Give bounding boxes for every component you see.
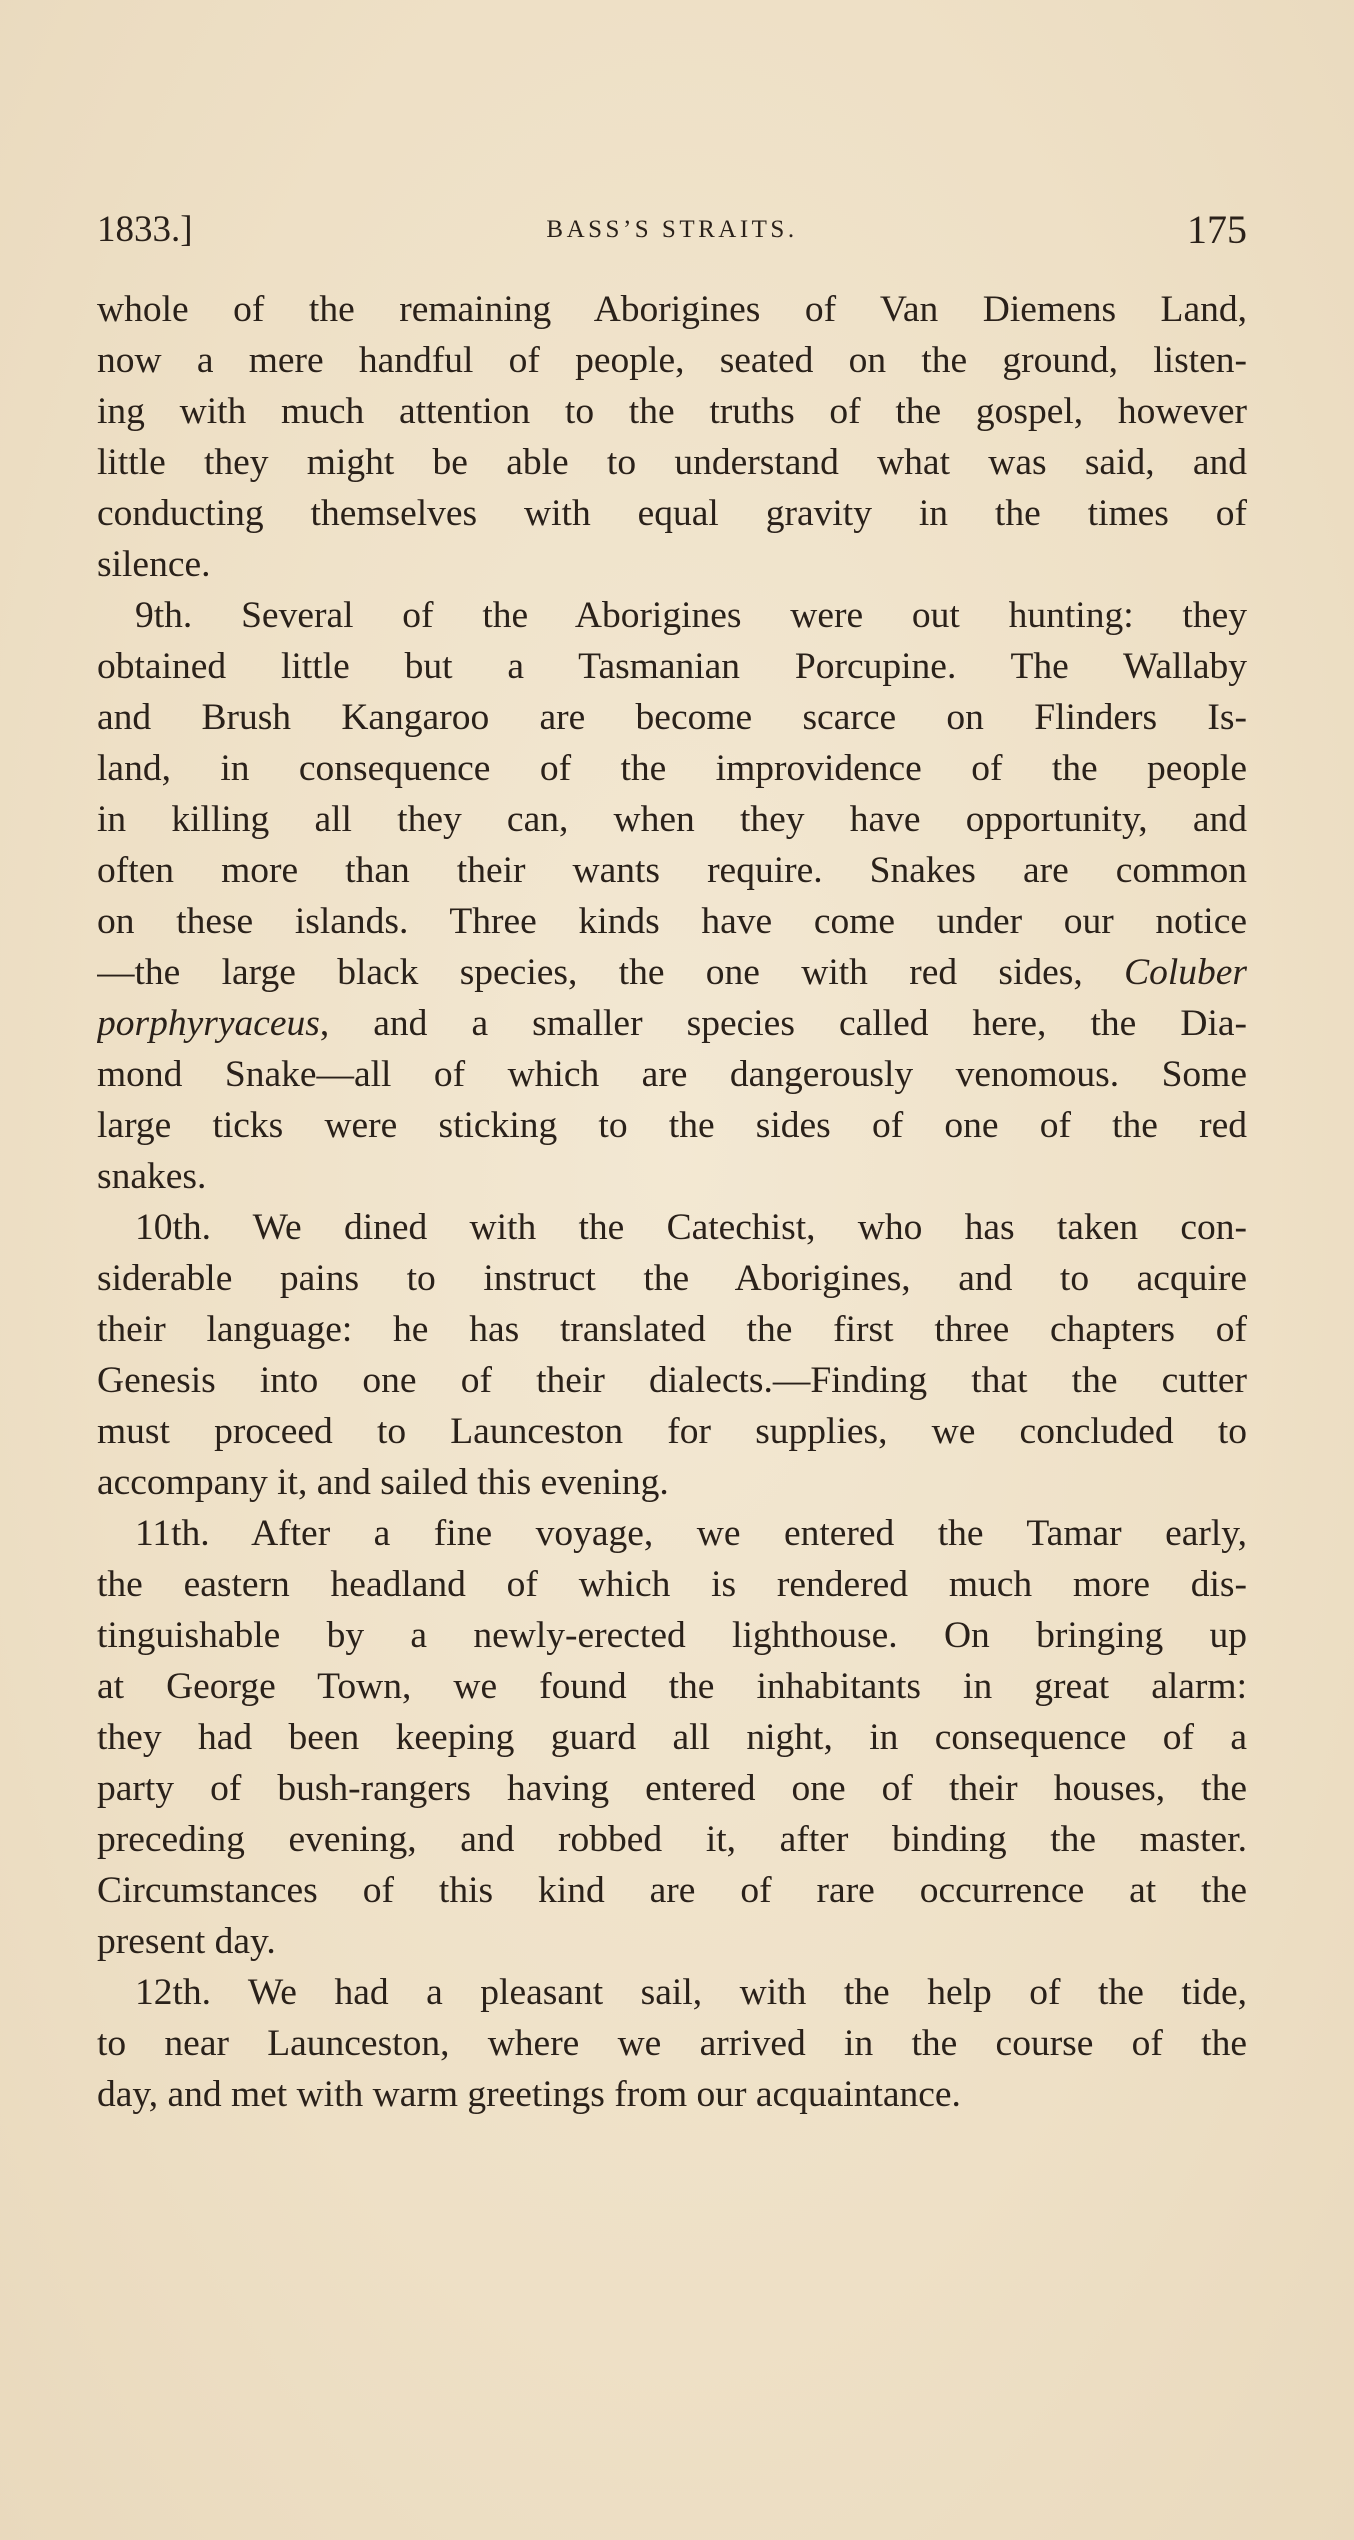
text-segment: conducting themselves with equal gravity in the times of — [97, 493, 1247, 534]
text-line — [97, 1661, 1247, 1712]
text-segment: Circumstances of this kind are of rare occurrence at the — [97, 1870, 1247, 1911]
text-line — [97, 386, 1247, 437]
text-line — [97, 1253, 1247, 1304]
text-segment: and Brush Kangaroo are become scarce on Flinders Is- — [97, 697, 1247, 738]
text-line — [97, 1559, 1247, 1610]
text-line — [97, 1610, 1247, 1661]
text-segment: land, in consequence of the improvidence of the people — [97, 748, 1247, 789]
text-line — [97, 1202, 1247, 1253]
text-segment: party of bush-rangers having entered one of their houses, the — [97, 1768, 1247, 1809]
text-line — [97, 488, 1247, 539]
text-segment: Genesis into one of their dialects.—Finding that the cutter — [97, 1360, 1247, 1401]
text-line — [97, 641, 1247, 692]
text-segment: must proceed to Launceston for supplies, we concluded to — [97, 1411, 1247, 1452]
italic-term: Coluber — [1124, 952, 1247, 993]
text-line — [97, 998, 1247, 1049]
text-line — [97, 1406, 1247, 1457]
text-segment: in killing all they can, when they have opportunity, and — [97, 799, 1247, 840]
text-line — [97, 335, 1247, 386]
text-segment: 11th. After a fine voyage, we entered the Tamar early, — [135, 1513, 1247, 1554]
text-segment: little they might be able to understand what was said, and — [97, 442, 1247, 483]
text-line — [97, 284, 1247, 335]
text-segment: accompany it, and sailed this evening. — [97, 1462, 669, 1503]
italic-term: porphyryaceus — [97, 1003, 320, 1044]
text-segment: obtained little but a Tasmanian Porcupine. The Wallaby — [97, 646, 1247, 687]
text-segment: they had been keeping guard all night, in consequence of a — [97, 1717, 1247, 1758]
text-segment: 12th. We had a pleasant sail, with the help of the tide, — [135, 1972, 1247, 2013]
text-line — [97, 743, 1247, 794]
running-header — [97, 200, 1247, 260]
text-line — [97, 1457, 1247, 1508]
text-segment: whole of the remaining Aborigines of Van Diemens Land, — [97, 289, 1247, 330]
text-line — [97, 1049, 1247, 1100]
text-line — [97, 1100, 1247, 1151]
text-line — [97, 692, 1247, 743]
running-title: BASS’S STRAITS. — [546, 216, 798, 243]
text-line — [97, 896, 1247, 947]
text-line — [97, 1814, 1247, 1865]
text-segment: day, and met with warm greetings from our acquaintance. — [97, 2074, 961, 2115]
text-segment: the eastern headland of which is rendered much more dis- — [97, 1564, 1247, 1605]
header-year: 1833.] — [97, 209, 193, 250]
text-line — [97, 1763, 1247, 1814]
text-segment: now a mere handful of people, seated on the ground, listen- — [97, 340, 1247, 381]
text-line — [97, 590, 1247, 641]
text-line — [97, 1151, 1247, 1202]
text-line — [97, 794, 1247, 845]
text-line — [97, 437, 1247, 488]
text-segment: their language: he has translated the first three chapters of — [97, 1309, 1247, 1350]
text-segment: silence. — [97, 544, 211, 585]
text-line — [97, 1355, 1247, 1406]
text-segment: siderable pains to instruct the Aborigines, and to acquire — [97, 1258, 1247, 1299]
page-number: 175 — [1187, 207, 1247, 252]
text-line — [97, 947, 1247, 998]
text-segment: tinguishable by a newly-erected lighthouse. On bringing up — [97, 1615, 1247, 1656]
text-segment: preceding evening, and robbed it, after binding the master. — [97, 1819, 1247, 1860]
text-line — [97, 1304, 1247, 1355]
text-segment: ing with much attention to the truths of the gospel, however — [97, 391, 1247, 432]
body-text — [97, 284, 1247, 2120]
text-segment: mond Snake—all of which are dangerously venomous. Some — [97, 1054, 1247, 1095]
text-line — [97, 1865, 1247, 1916]
text-segment: , and a smaller species called here, the Dia- — [319, 1003, 1247, 1044]
text-line — [97, 1916, 1247, 1967]
text-segment: 9th. Several of the Aborigines were out hunting: they — [135, 595, 1247, 636]
text-segment: on these islands. Three kinds have come under our notice — [97, 901, 1247, 942]
text-segment: snakes. — [97, 1156, 207, 1197]
text-segment: at George Town, we found the inhabitants in great alarm: — [97, 1666, 1247, 1707]
text-segment: large ticks were sticking to the sides of one of the red — [97, 1105, 1247, 1146]
text-line — [97, 1712, 1247, 1763]
text-line — [97, 539, 1247, 590]
text-segment: 10th. We dined with the Catechist, who has taken con- — [135, 1207, 1247, 1248]
text-segment: often more than their wants require. Snakes are common — [97, 850, 1247, 891]
text-line — [97, 1508, 1247, 1559]
text-segment: present day. — [97, 1921, 276, 1962]
text-line — [97, 845, 1247, 896]
text-line — [97, 2018, 1247, 2069]
text-line — [97, 1967, 1247, 2018]
text-segment: to near Launceston, where we arrived in the course of the — [97, 2023, 1247, 2064]
text-segment: —the large black species, the one with red sides, — [97, 952, 1125, 993]
text-line — [97, 2069, 1247, 2120]
